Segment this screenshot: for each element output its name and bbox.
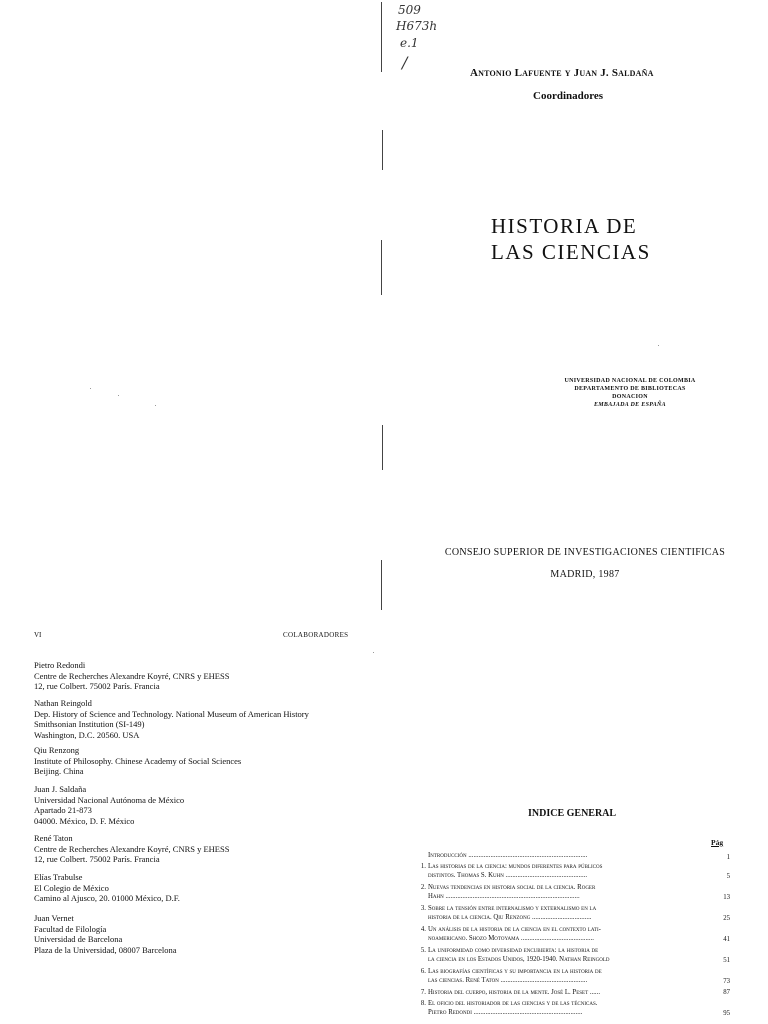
- authors-text: Antonio Lafuente y Juan J. Saldaña: [470, 67, 654, 79]
- toc-title: Las biografías científicas y su importancia en la historia de: [428, 968, 602, 975]
- index-title: INDICE GENERAL: [528, 808, 617, 819]
- table-of-contents: [412, 852, 730, 1019]
- toc-entry: [412, 947, 730, 966]
- collaborator-line: Dep. History of Science and Technology. National Museum of American History: [34, 708, 309, 719]
- toc-title-cont: distintos. Thomas S. Kuhn ................................................: [428, 871, 588, 879]
- collaborator-line: Washington, D.C. 20560. USA: [34, 729, 140, 740]
- book-authors: [470, 67, 654, 79]
- collaborator-name: Elías Trabulse: [34, 872, 83, 882]
- toc-number: 5.: [420, 947, 426, 954]
- toc-title: Las historias de la ciencia: mundos diferentes para públicos: [428, 863, 603, 870]
- handwritten-note-2: H673h: [396, 19, 438, 33]
- toc-entry: [412, 852, 730, 861]
- toc-title: La uniformidad como diversidad encubierta: la historia de: [428, 947, 599, 954]
- toc-number: 1.: [420, 863, 426, 870]
- collaborator-line: Universidad Nacional Autónoma de México: [34, 794, 185, 805]
- collaborator-name: Qiu Renzong: [34, 745, 80, 755]
- collaborator-name: Pietro Redondi: [34, 660, 86, 670]
- toc-entry: [412, 863, 730, 882]
- publication-place-year: MADRID, 1987: [550, 569, 620, 580]
- toc-title: Sobre la tensión entre internalismo y externalismo en la: [428, 905, 597, 912]
- collaborator-line: Smithsonian Institution (SI-149): [34, 719, 145, 729]
- collaborator-line: Plaza de la Universidad, 08007 Barcelona: [34, 944, 177, 955]
- collaborator-name: Nathan Reingold: [34, 698, 92, 708]
- collaborator-line: Institute of Philosophy. Chinese Academy of Social Sciences: [34, 755, 242, 766]
- scan-speck: [658, 345, 659, 346]
- collaborator-line: Beijing. China: [34, 766, 84, 776]
- toc-title: Un análisis de la historia de la ciencia en el contexto lati-: [428, 926, 601, 933]
- toc-entry: [412, 989, 730, 998]
- collaborators-header: COLABORADORES: [283, 631, 349, 639]
- stamp-line: DEPARTAMENTO DE BIBLIOTECAS: [574, 386, 686, 392]
- collaborator-line: 12, rue Colbert. 75002 París. Francia: [34, 854, 160, 864]
- gutter-line: [381, 240, 382, 295]
- toc-title: Introducción ......................................................................: [428, 852, 588, 859]
- toc-title-cont: historia de la ciencia. Qiu Renzong ...................................: [428, 913, 592, 921]
- gutter-line: [381, 560, 382, 610]
- gutter-line: [381, 2, 382, 72]
- toc-title: Historia del cuerpo, historia de la mente. José L. Peset ......: [428, 989, 601, 996]
- gutter-line: [382, 130, 383, 170]
- toc-number: 8.: [420, 1000, 426, 1007]
- toc-page-number: 13: [723, 894, 730, 901]
- toc-entry: [412, 905, 730, 924]
- toc-title-cont: Hahn ...............................................................................: [428, 892, 580, 900]
- collaborator-name: Juan Vernet: [34, 913, 74, 923]
- collaborator-line: Centre de Recherches Alexandre Koyré, CNRS y EHESS: [34, 843, 230, 854]
- stamp-line: DONACION: [612, 394, 648, 400]
- collaborator-line: 12, rue Colbert. 75002 París. Francia: [34, 681, 160, 691]
- collaborator-line: Facultad de Filología: [34, 923, 107, 934]
- stamp-line: UNIVERSIDAD NACIONAL DE COLOMBIA: [564, 378, 696, 384]
- collaborator-name: René Taton: [34, 833, 73, 843]
- gutter-line: [382, 425, 383, 470]
- library-stamp: [560, 377, 700, 409]
- toc-page-number: 51: [723, 957, 730, 964]
- collaborator-line: El Colegio de México: [34, 882, 109, 893]
- scan-speck: [90, 388, 91, 389]
- collaborator-entry: [34, 913, 374, 955]
- toc-number: 7.: [420, 989, 426, 996]
- collaborator-line: Apartado 21-873: [34, 805, 92, 815]
- coordinators-label: Coordinadores: [533, 90, 604, 102]
- toc-number: 2.: [420, 884, 426, 891]
- publisher-name: CONSEJO SUPERIOR DE INVESTIGACIONES CIENTIFICAS: [444, 547, 726, 558]
- collaborator-line: Universidad de Barcelona: [34, 934, 123, 944]
- collaborator-entry: [34, 872, 374, 904]
- collaborator-line: Camino al Ajusco, 20. 01000 México, D.F.: [34, 893, 180, 903]
- toc-number: 6.: [420, 968, 426, 975]
- handwritten-note-1: 509: [398, 3, 421, 17]
- stamp-line: EMBAJADA DE ESPAÑA: [594, 402, 666, 408]
- collaborator-name: Juan J. Saldaña: [34, 784, 87, 794]
- toc-entry: [412, 884, 730, 903]
- book-title-line-1: HISTORIA DE: [491, 214, 638, 238]
- toc-page-number: 25: [723, 915, 730, 922]
- toc-page-number: 73: [723, 978, 730, 985]
- collaborator-line: Centre de Recherches Alexandre Koyré, CNRS y EHESS: [34, 670, 230, 681]
- handwritten-note-3: e.1: [400, 36, 419, 50]
- toc-number: 3.: [420, 905, 426, 912]
- scan-speck: [118, 395, 119, 396]
- collaborator-entry: [34, 833, 374, 865]
- handwritten-note-4: /: [402, 53, 408, 72]
- collaborator-entry: [34, 660, 374, 692]
- collaborator-entry: [34, 745, 374, 777]
- toc-title: El oficio del historiador de las ciencias y de las técnicas.: [428, 1000, 598, 1007]
- toc-page-number: 41: [723, 936, 730, 943]
- toc-page-number: 87: [723, 989, 730, 996]
- page-column-header: Pág: [711, 838, 724, 847]
- toc-entry: [412, 926, 730, 945]
- page-number: VI: [34, 631, 42, 639]
- scan-speck: [373, 652, 374, 653]
- toc-entry: [412, 1000, 730, 1019]
- book-title: [491, 213, 651, 265]
- toc-title-cont: la ciencia en los Estados Unidos, 1920-1940. Nathan Reingold: [428, 955, 610, 963]
- toc-title-cont: Pietro Redondi ................................................................: [428, 1008, 583, 1016]
- toc-page-number: 95: [723, 1010, 730, 1017]
- toc-entry: [412, 968, 730, 987]
- scan-speck: [155, 405, 156, 406]
- collaborator-line: 04000. México, D. F. México: [34, 815, 135, 826]
- toc-number: 4.: [420, 926, 426, 933]
- toc-title: Nuevas tendencias en historia social de la ciencia. Roger: [428, 884, 596, 891]
- collaborator-entry: [34, 698, 374, 740]
- toc-page-number: 1: [726, 854, 730, 861]
- toc-page-number: 5: [726, 873, 730, 880]
- collaborator-entry: [34, 784, 374, 826]
- toc-title-cont: las ciencias. René Taton ...................................................: [428, 976, 588, 984]
- toc-title-cont: noamericano. Shozo Motoyama ...........................................: [428, 934, 594, 942]
- book-title-line-2: LAS CIENCIAS: [491, 240, 651, 264]
